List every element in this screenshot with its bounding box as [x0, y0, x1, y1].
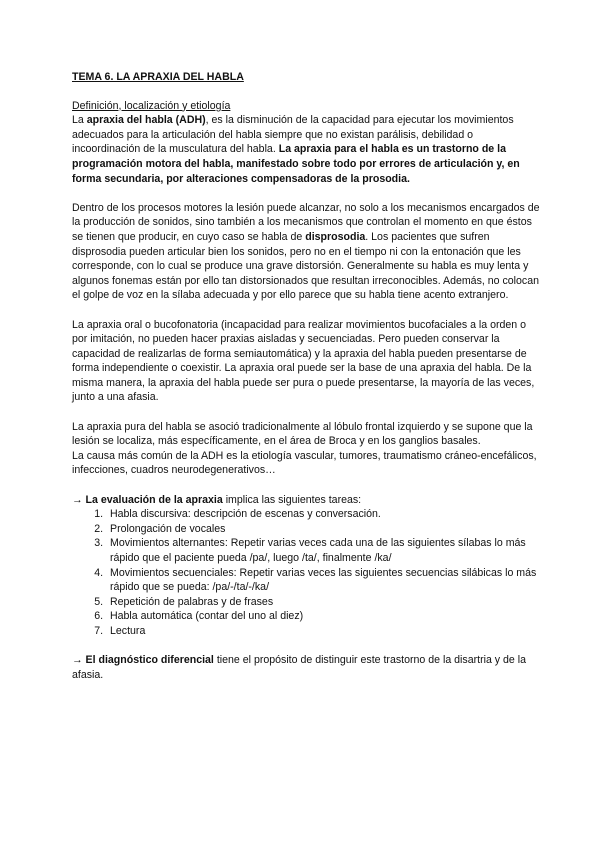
document-body	[72, 70, 542, 697]
list-item: 5. Repetición de palabras y de frases	[106, 595, 542, 610]
list-item: 1. Habla discursiva: descripción de escenas y conversación.	[106, 507, 542, 522]
apraxia-oral-paragraph: La apraxia oral o bucofonatoria (incapacidad para realizar movimientos bucofaciales a la orden o por imitación, no pueden hacer praxias aisladas y secuenciadas. Pero pueden conservar la capacidad de realizarlas de forma semiautomática) y la apraxia del habla pueden presentarse de forma independiente o coexistir. La apraxia oral puede ser la base de una apraxia del habla. De la misma manera, la apraxia del habla puede ser pura o puede presentarse, la mayoría de las veces, junto a una afasia.	[72, 318, 535, 404]
bold-term: El diagnóstico diferencial	[85, 654, 214, 667]
text-run: La	[72, 114, 87, 127]
list-item: 3. Movimientos alternantes: Repetir varias veces cada una de las siguientes sílabas lo más rápido que el paciente pueda /pa/, luego /ta/, finalmente /ka/	[106, 536, 542, 565]
etiology-paragraph: La causa más común de la ADH es la etiología vascular, tumores, traumatismo cráneo-encefálicos, infecciones, cuadros neurodegenerativos…	[72, 449, 537, 477]
text-run: implica las siguientes tareas:	[222, 493, 362, 506]
text-run: Dentro de los procesos motores la lesión puede alcanzar, no solo a los mecanismos encargados de la producción de sonidos, sino también a los mecanismos que controlan el momento en que éstos se tienen que producir, en cuyo caso se habla de	[72, 201, 540, 243]
list-item: 6. Habla automática (contar del uno al diez)	[106, 609, 542, 624]
bold-definition: La apraxia para el habla es un trastorno de la programación motora del habla, manifestado sobre todo por errores de articulación y, en forma secundaria, por alteraciones compensadoras de la prosodia.	[72, 143, 520, 185]
text-run: . Los pacientes que sufren disprosodia pueden articular bien los sonidos, pero no en el tiempo ni con la entonación que les corresponde, con lo cual se produce una grave distorsión. Generalmente su habla es muy lenta y algunos fonemas están por ello tan distorsionados que resultan irreconocibles. Además, no colocan el golpe de voz en la sílaba adecuada y por ello parece que su habla tiene acento extranjero.	[72, 230, 539, 302]
section-heading: Definición, localización y etiología	[72, 99, 231, 112]
differential-diagnosis-paragraph	[72, 653, 542, 682]
arrow-icon: →	[72, 493, 86, 506]
arrow-icon: →	[72, 654, 86, 667]
list-item: 2. Prolongación de vocales	[106, 522, 542, 537]
list-item: 7. Lectura	[106, 624, 542, 639]
bold-term: disprosodia	[305, 230, 366, 243]
bold-term: apraxia del habla (ADH)	[86, 114, 206, 127]
disprosodia-paragraph	[72, 201, 542, 303]
text-run: tiene el propósito de distinguir este trastorno de la disartria y de la afasia.	[72, 654, 526, 681]
localization-paragraph: La apraxia pura del habla se asoció tradicionalmente al lóbulo frontal izquierdo y se supone que la lesión se localiza, más específicamente, en el área de Broca y en los ganglios basales.	[72, 420, 533, 448]
text-run: , es la disminución de la capacidad para ejecutar los movimientos adecuados para la articulación del habla siempre que no existan parálisis, debilidad o incoordinación de la musculatura del habla.	[72, 114, 514, 156]
bold-term: La evaluación de la apraxia	[85, 493, 223, 506]
page-title: TEMA 6. LA APRAXIA DEL HABLA	[72, 71, 244, 83]
evaluation-task-list	[72, 507, 542, 638]
evaluation-intro	[72, 493, 542, 508]
definition-paragraph	[72, 113, 542, 186]
list-item: 4. Movimientos secuenciales: Repetir varias veces las siguientes secuencias silábicas lo más rápido que se pueda: /pa/-/ta/-/ka/	[106, 566, 542, 595]
